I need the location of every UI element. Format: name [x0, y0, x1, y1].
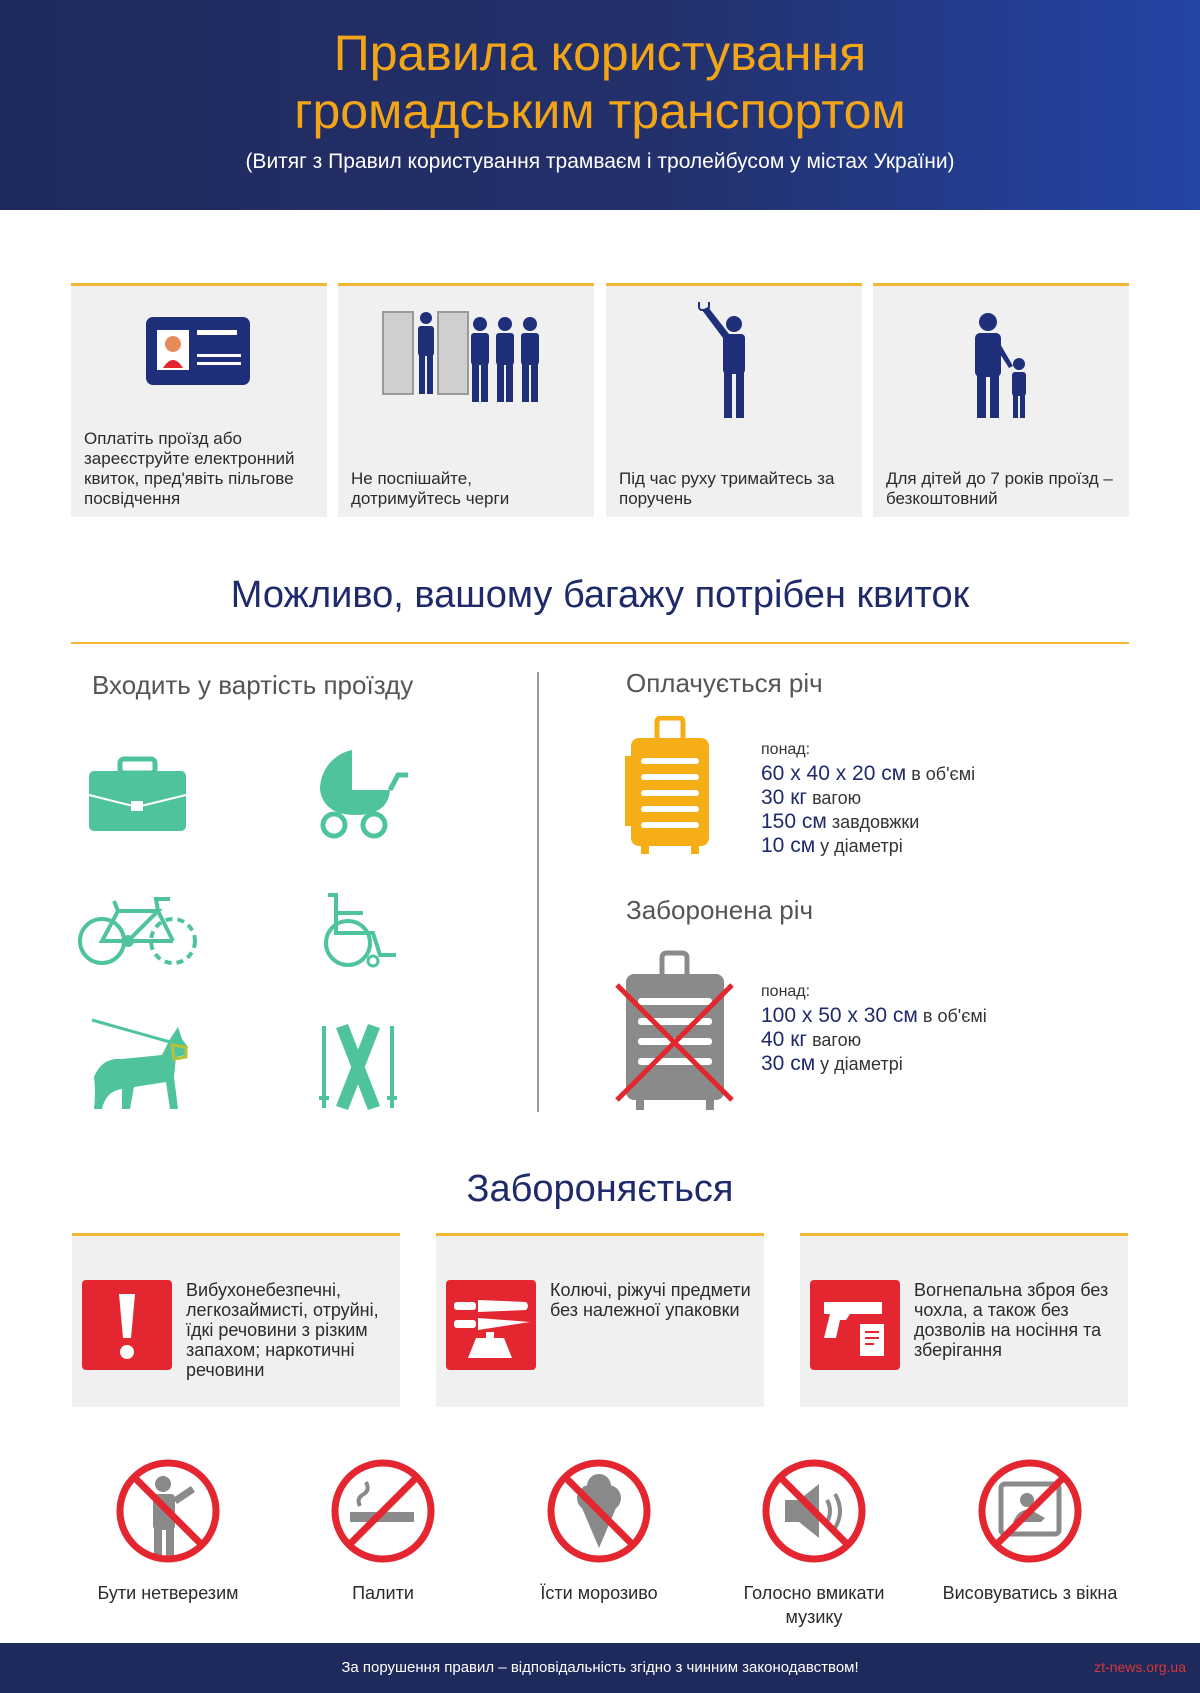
page-title	[0, 0, 1200, 140]
forbidden-line: 30 см у діаметрі	[761, 1052, 903, 1075]
stroller-icon	[312, 745, 412, 840]
paid-title: Оплачується річ	[626, 668, 823, 698]
paid-label: понад:	[761, 741, 811, 758]
rule-card-ticket	[71, 283, 327, 517]
gun-icon	[810, 1280, 900, 1370]
prohibited-title: Забороняється	[466, 1168, 734, 1210]
title-line-2: громадським транспортом	[294, 83, 906, 139]
window-lean-icon	[975, 1456, 1085, 1566]
footer	[0, 1643, 1200, 1693]
luggage-title: Можливо, вашому багажу потрібен квиток	[230, 574, 970, 616]
forbidden-line: 40 кг вагою	[761, 1028, 862, 1051]
paid-line: 60 х 40 х 20 см в об'ємі	[761, 762, 976, 785]
prohib-text: Бути нетверезим	[97, 1583, 239, 1603]
ban-card-blades	[436, 1233, 764, 1407]
ban-card-substances	[72, 1233, 400, 1407]
paid-line: 150 см завдовжки	[761, 810, 920, 833]
drunk-icon	[113, 1456, 223, 1566]
paid-info	[761, 738, 975, 858]
adult-child-icon	[873, 302, 1129, 422]
title-line-1: Правила користування	[333, 25, 867, 81]
prohib-item-music	[714, 1456, 914, 1629]
prohib-item-ice-cream	[499, 1456, 699, 1605]
column-divider	[537, 672, 539, 1112]
exclamation-icon	[82, 1280, 172, 1370]
rule-card-queue	[338, 283, 594, 517]
watermark: zt-news.org.ua	[1094, 1659, 1186, 1675]
ban-text: Вогнепальна зброя без чохла, а також без дозволів на носіння та зберігання	[914, 1280, 1109, 1360]
forbidden-line: 100 х 50 х 30 см в об'ємі	[761, 1004, 987, 1027]
loud-music-icon	[759, 1456, 869, 1566]
bicycle-icon	[78, 893, 198, 968]
prohib-text: Палити	[352, 1583, 414, 1603]
footer-text: За порушення правил – відповідальність згідно з чинним законодавством!	[341, 1659, 859, 1676]
forbidden-title: Заборонена річ	[626, 895, 814, 925]
paid-line: 10 см у діаметрі	[761, 834, 903, 857]
ban-text: Вибухонебезпечні, легкозаймисті, отруйні, їдкі речовини з різким запахом; наркотичні речовини	[186, 1280, 379, 1380]
prohib-item-smoking	[283, 1456, 483, 1605]
rules-row	[71, 283, 1129, 517]
briefcase-icon	[85, 755, 190, 835]
cigarette-icon	[328, 1456, 438, 1566]
rule-text: Оплатіть проїзд або зареєструйте електронний квиток, пред'явіть пільгове посвідчення	[84, 429, 295, 508]
ice-cream-icon	[544, 1456, 654, 1566]
included-title: Входить у вартість проїзду	[92, 670, 414, 700]
prohib-text: Їсти морозиво	[540, 1583, 658, 1603]
rule-card-handrail	[606, 283, 862, 517]
suitcase-forbidden-icon	[612, 950, 737, 1115]
wheelchair-icon	[318, 893, 403, 968]
rule-text: Під час руху тримайтесь за поручень	[619, 469, 835, 508]
queue-icon	[338, 302, 594, 422]
paid-line: 30 кг вагою	[761, 786, 862, 809]
ban-text: Колючі, ріжучі предмети без належної упаковки	[550, 1280, 751, 1320]
prohib-item-drunk	[68, 1456, 268, 1605]
skis-icon	[318, 1022, 398, 1112]
rule-text: Не поспішайте, дотримуйтесь черги	[351, 469, 510, 508]
rule-text: Для дітей до 7 років проїзд – безкоштовний	[886, 469, 1113, 508]
prohib-item-window	[930, 1456, 1130, 1605]
dog-icon	[82, 1017, 197, 1112]
ban-card-firearms	[800, 1233, 1128, 1407]
id-card-icon	[71, 302, 327, 422]
page-subtitle: (Витяг з Правил користування трамваєм і тролейбусом у містах України)	[245, 150, 955, 173]
suitcase-paid-icon	[625, 716, 715, 856]
divider	[71, 642, 1129, 644]
forbidden-info	[761, 980, 987, 1076]
header	[0, 0, 1200, 210]
handrail-icon	[606, 302, 862, 422]
prohib-text: Голосно вмикати музику	[743, 1583, 885, 1627]
forbidden-label: понад:	[761, 983, 811, 1000]
prohib-text: Висовуватись з вікна	[942, 1583, 1118, 1603]
knife-icon	[446, 1280, 536, 1370]
rule-card-children	[873, 283, 1129, 517]
